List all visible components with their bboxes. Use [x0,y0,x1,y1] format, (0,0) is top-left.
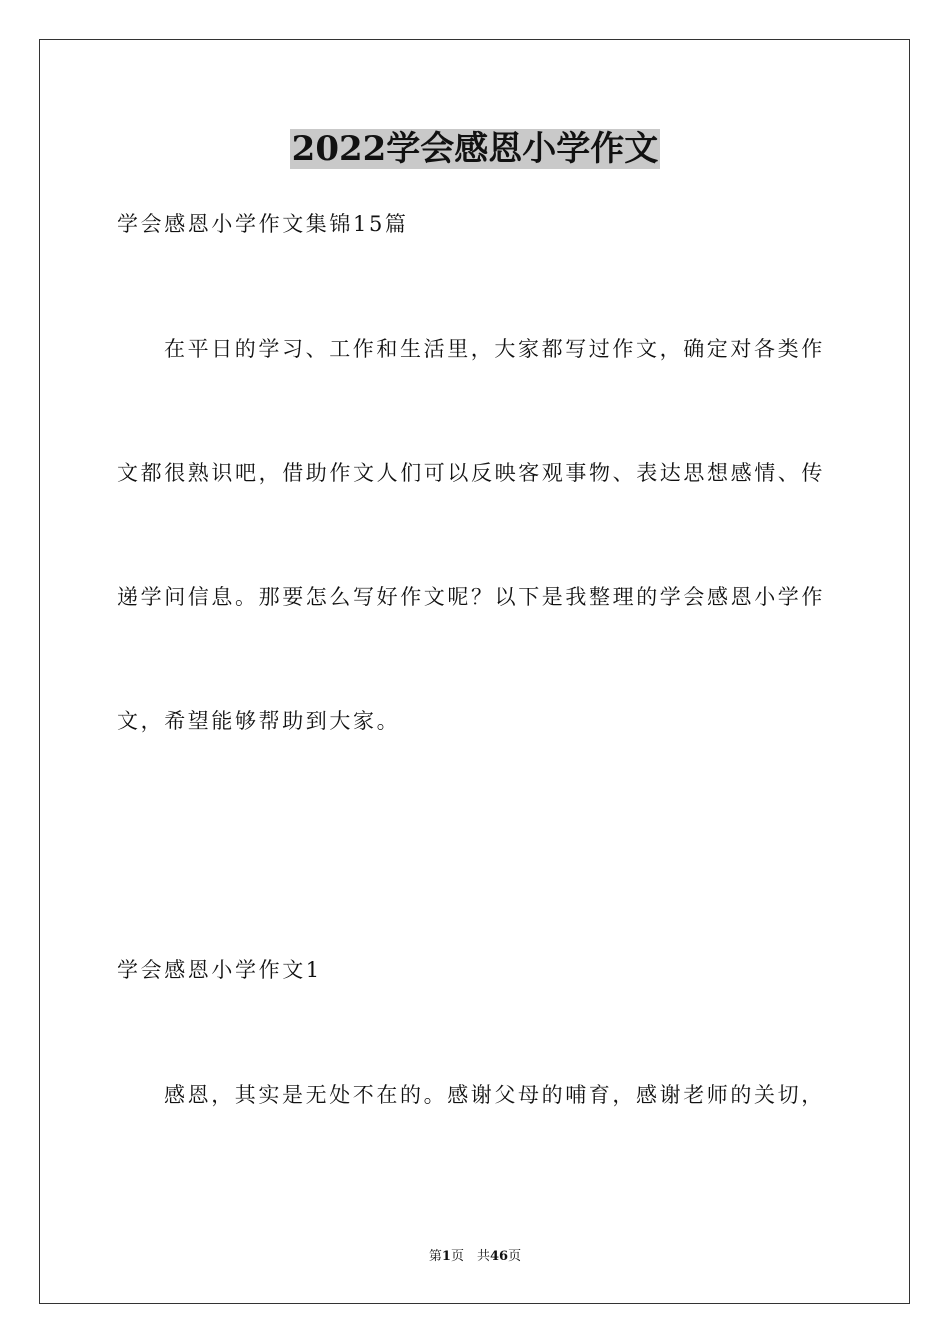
section-line-1: 感恩，其实是无处不在的。感谢父母的哺育，感谢老师的关切， [164,1083,825,1107]
document-subtitle: 学会感恩小学作文集锦15篇 [117,212,409,236]
footer-page-total: 46 [489,1249,509,1264]
intro-line-1: 在平日的学习、工作和生活里，大家都写过作文，确定对各类作 [164,337,825,361]
footer-page-number: 1 [441,1249,451,1264]
page-footer [0,1248,950,1266]
footer-page-mid: 页 共 [450,1249,490,1264]
footer-page-prefix: 第 [428,1249,442,1264]
intro-line-3: 递学问信息。那要怎么写好作文呢？以下是我整理的学会感恩小学作 [117,585,825,609]
section-heading: 学会感恩小学作文1 [117,958,322,982]
intro-line-4: 文，希望能够帮助到大家。 [117,709,401,733]
footer-page-suffix: 页 [508,1249,522,1264]
document-title-text: 2022学会感恩小学作文 [291,129,659,169]
document-title [0,125,950,173]
intro-line-2: 文都很熟识吧，借助作文人们可以反映客观事物、表达思想感情、传 [117,461,825,485]
